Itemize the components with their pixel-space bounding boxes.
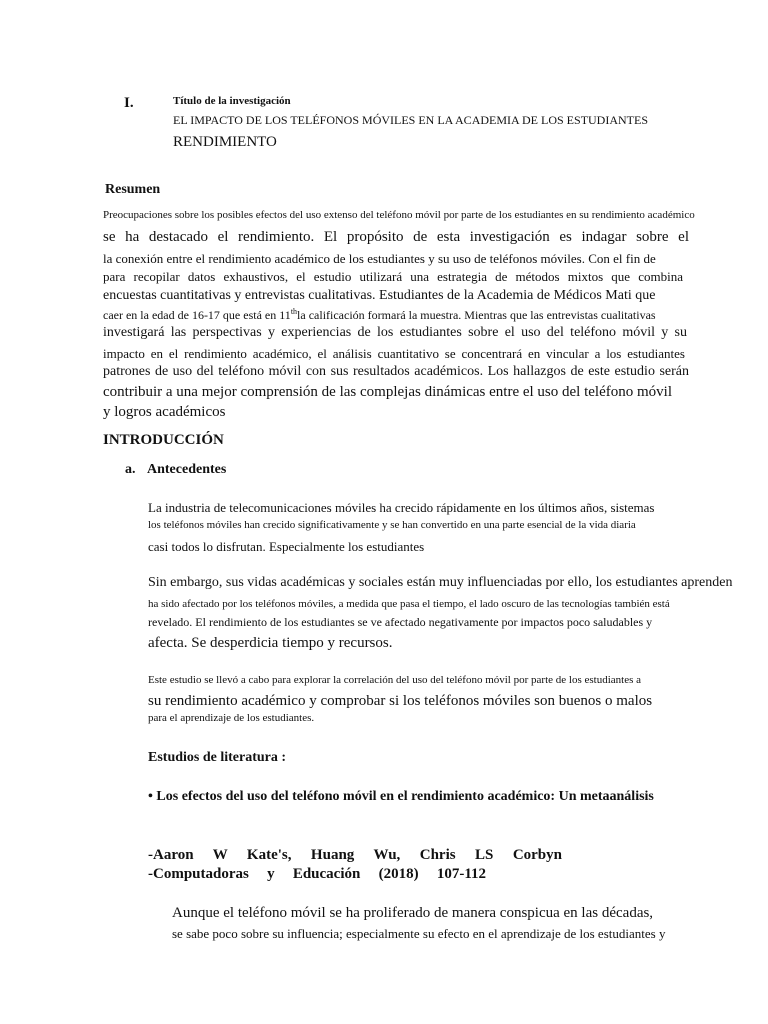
paragraph-line: Sin embargo, sus vidas académicas y sociales están muy influenciadas por ello, los estudiantes aprenden: [148, 575, 733, 590]
subsection-marker: a.: [125, 462, 136, 477]
abstract-line: investigará las perspectivas y experiencias de los estudiantes sobre el uso del teléfono móvil y su: [103, 325, 687, 340]
abstract-line-text: la calificación formará la muestra. Mientras que las entrevistas cualitativas: [297, 308, 656, 322]
paragraph-line: ha sido afectado por los teléfonos móviles, a medida que pasa el tiempo, el lado oscuro de las tecnologías también está: [148, 598, 670, 610]
paragraph-line: casi todos lo disfrutan. Especialmente los estudiantes: [148, 539, 425, 554]
paragraph-line: los teléfonos móviles han crecido significativamente y se han convertido en una parte esencial de la vida diaria: [148, 519, 636, 531]
title-line-2: RENDIMIENTO: [173, 134, 277, 150]
literature-heading: Estudios de literatura :: [148, 750, 287, 765]
abstract-line: Preocupaciones sobre los posibles efectos del uso extenso del teléfono móvil por parte de los estudiantes en su rendimiento académico: [103, 209, 695, 221]
abstract-line: para recopilar datos exhaustivos, el estudio utilizará una estrategia de métodos mixtos que combina: [103, 269, 683, 284]
abstract-line-text: caer en la edad de 16-17 que está en 11: [103, 308, 291, 322]
abstract-line: encuestas cuantitativas y entrevistas cualitativas. Estudiantes de la Academia de Médicos Mati que: [103, 288, 656, 303]
abstract-line: la conexión entre el rendimiento académico de los estudiantes y su uso de teléfonos móviles. Con el fin de: [103, 251, 656, 266]
subsection-heading: Antecedentes: [147, 462, 227, 477]
abstract-line: [103, 308, 656, 323]
abstract-heading: Resumen: [105, 182, 161, 197]
introduction-heading: INTRODUCCIÓN: [103, 432, 224, 448]
paragraph-line: revelado. El rendimiento de los estudiantes se ve afectado negativamente por impactos poco saludables y: [148, 615, 653, 629]
paragraph-line: se sabe poco sobre su influencia; especialmente su efecto en el aprendizaje de los estudiantes y: [172, 926, 666, 941]
abstract-line: patrones de uso del teléfono móvil con sus resultados académicos. Los hallazgos de este estudio serán: [103, 364, 689, 379]
paragraph-line: La industria de telecomunicaciones móviles ha crecido rápidamente en los últimos años, sistemas: [148, 500, 655, 515]
abstract-line: contribuir a una mejor comprensión de las complejas dinámicas entre el uso del teléfono móvil: [103, 384, 672, 400]
superscript: th: [290, 307, 298, 316]
title-line-1: EL IMPACTO DE LOS TELÉFONOS MÓVILES EN LA ACADEMIA DE LOS ESTUDIANTES: [173, 113, 649, 127]
citation-journal: -Computadoras y Educación (2018) 107-112: [148, 866, 486, 882]
title-label: Título de la investigación: [173, 95, 291, 107]
paragraph-line: para el aprendizaje de los estudiantes.: [148, 712, 315, 724]
paragraph-line: Aunque el teléfono móvil se ha proliferado de manera conspicua en las décadas,: [172, 905, 654, 921]
paragraph-line: su rendimiento académico y comprobar si los teléfonos móviles son buenos o malos: [148, 693, 653, 709]
abstract-line: y logros académicos: [103, 404, 226, 420]
paragraph-line: afecta. Se desperdicia tiempo y recursos.: [148, 635, 393, 651]
abstract-line: impacto en el rendimiento académico, el análisis cuantitativo se concentrará en vincular a los estudiantes: [103, 346, 685, 361]
literature-item: • Los efectos del uso del teléfono móvil en el rendimiento académico: Un metaanálisis: [148, 789, 654, 804]
abstract-line: se ha destacado el rendimiento. El propósito de esta investigación es indagar sobre el: [103, 229, 689, 245]
citation-authors: -Aaron W Kate's, Huang Wu, Chris LS Corbyn: [148, 847, 562, 863]
paragraph-line: Este estudio se llevó a cabo para explorar la correlación del uso del teléfono móvil por parte de los estudiantes a: [148, 674, 641, 686]
section-numeral: I.: [124, 95, 134, 111]
